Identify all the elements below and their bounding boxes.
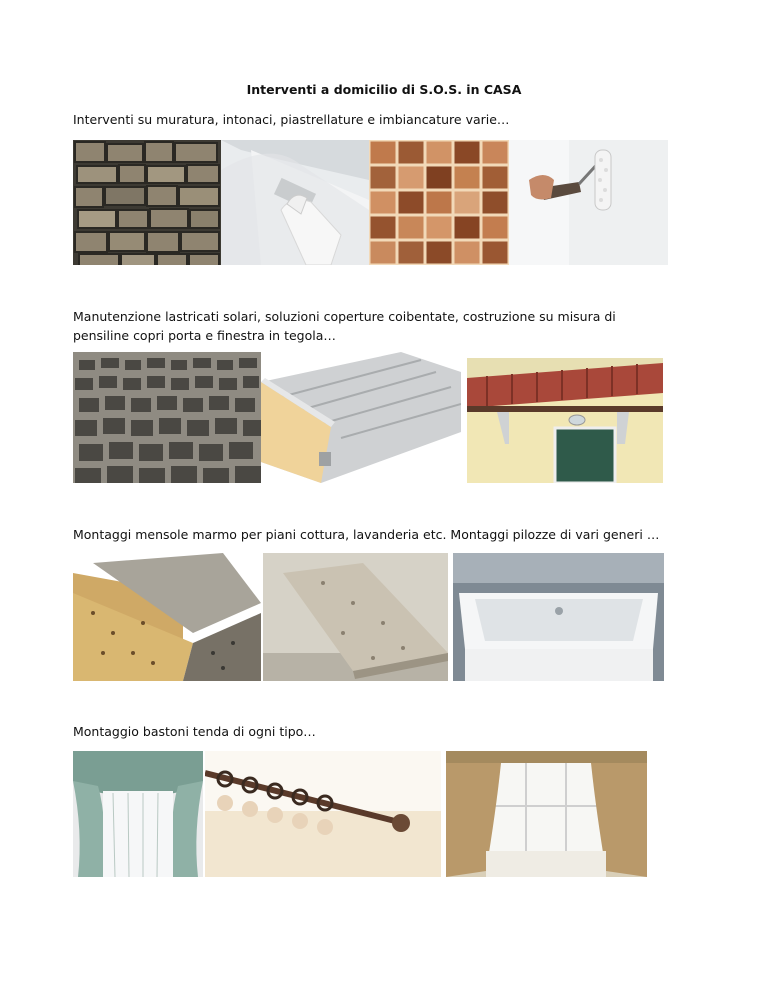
tiles-photo (369, 140, 509, 265)
plastering-photo (221, 140, 369, 265)
page-title: Interventi a domicilio di S.O.S. in CASA (246, 82, 522, 97)
paving-photo (73, 352, 261, 483)
laundry-sink-photo (453, 553, 664, 681)
granite-countertop-photo (263, 553, 448, 681)
section-1-text: Interventi su muratura, intonaci, piastrellature e imbiancature varie… (73, 112, 510, 127)
granite-slabs-photo (73, 553, 261, 681)
curtain-rod-photo (205, 751, 441, 877)
paint-roller-photo (509, 140, 668, 265)
stone-wall-photo (73, 140, 221, 265)
section-4-text: Montaggio bastoni tenda di ogni tipo… (73, 724, 316, 739)
section-2-text: Manutenzione lastricati solari, soluzioni coperture coibentate, costruzione su misura di pensiline copri porta e finestra in tegola… (73, 309, 616, 343)
curtain-valance-photo (73, 751, 203, 877)
section-3-text: Montaggi mensole marmo per piani cottura, lavanderia etc. Montaggi pilozze di vari generi … (73, 527, 660, 542)
window-curtains-photo (446, 751, 647, 877)
insulated-roof-panel-photo (261, 352, 461, 483)
tile-canopy-photo (467, 358, 663, 483)
